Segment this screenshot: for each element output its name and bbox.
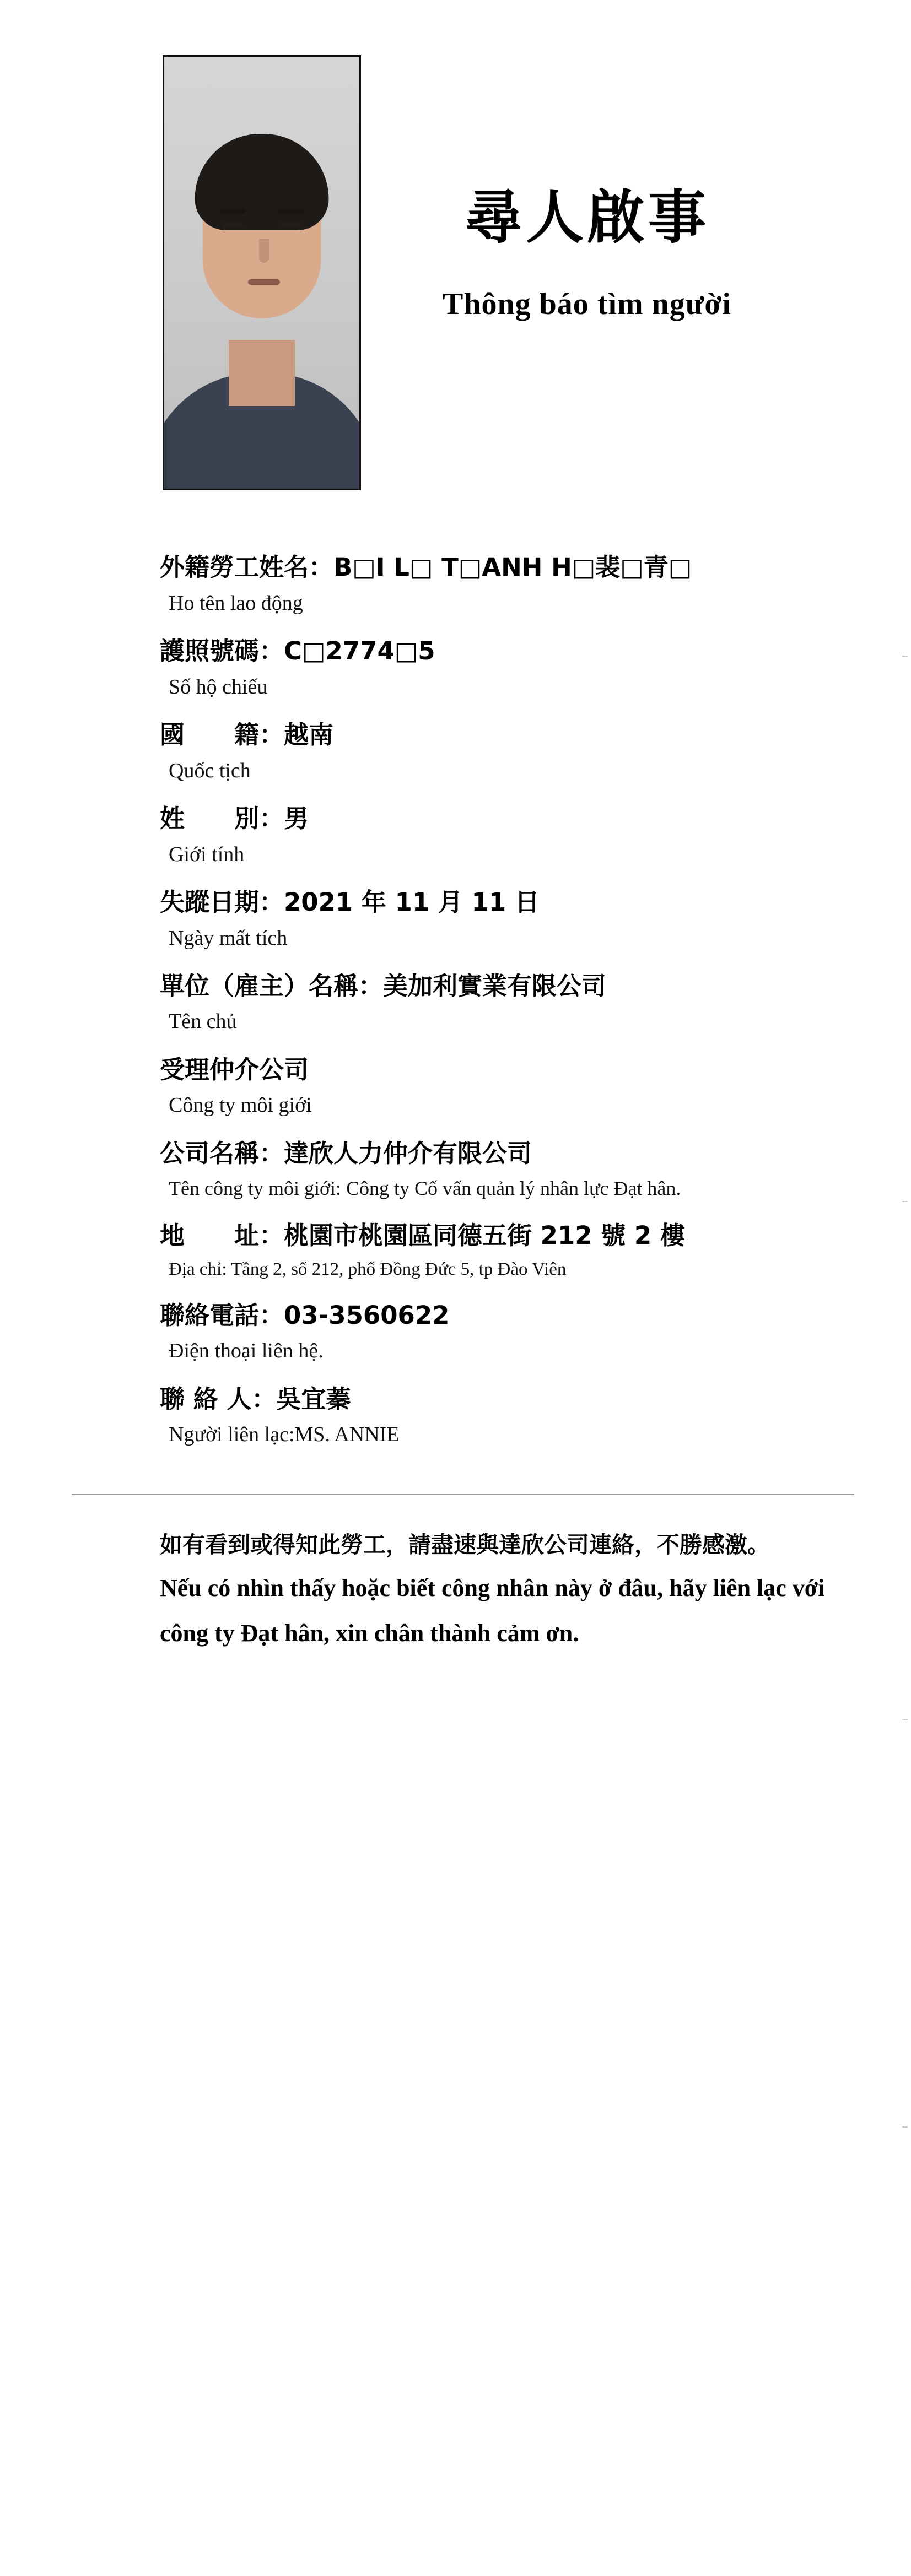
- photo-eyebrow-right: [278, 209, 304, 214]
- photo-eye-right: [280, 222, 302, 228]
- field-agency-heading: [160, 1053, 850, 1121]
- notice-header: [163, 55, 850, 490]
- missing-person-photo: [163, 55, 361, 490]
- field-name-vietnamese: Ho tên lao động: [169, 591, 303, 615]
- field-agency-name-chinese: 公司名稱：達欣人力仲介有限公司: [160, 1138, 532, 1168]
- field-address-vietnamese: Địa chỉ: Tầng 2, số 212, phố Đồng Đức 5, tp Đào Viên: [169, 1259, 567, 1280]
- field-agency-heading-chinese: 受理仲介公司: [160, 1054, 309, 1084]
- page-title-vietnamese: Thông báo tìm người: [443, 286, 731, 321]
- photo-eye-left: [222, 222, 244, 228]
- field-missing-date-chinese: 失蹤日期：2021 年 11 月 11 日: [160, 887, 540, 917]
- footer-note-vietnamese-line2: công ty Đạt hân, xin chân thành cảm ơn.: [160, 1620, 579, 1647]
- field-phone: [160, 1299, 850, 1366]
- field-gender: [160, 802, 850, 869]
- field-employer-vietnamese: Tên chủ: [169, 1010, 237, 1033]
- field-address: [160, 1219, 850, 1282]
- field-list: [160, 551, 850, 1450]
- field-missing-date: [160, 886, 850, 953]
- scan-edge-mark: [902, 656, 908, 657]
- field-employer: [160, 970, 850, 1037]
- field-passport: [160, 635, 850, 702]
- field-phone-vietnamese: Điện thoại liên hệ.: [169, 1339, 324, 1363]
- page-title-chinese: 尋人啟事: [464, 184, 709, 251]
- photo-neck: [229, 340, 295, 406]
- photo-eyebrow-left: [219, 209, 246, 214]
- field-gender-chinese: 姓 別：男: [160, 803, 309, 833]
- field-gender-vietnamese: Giới tính: [169, 842, 245, 866]
- scan-edge-mark: [902, 2126, 908, 2128]
- field-name: [160, 551, 850, 618]
- field-nationality: [160, 718, 850, 786]
- photo-mouth: [248, 279, 280, 285]
- field-contact-person: [160, 1383, 850, 1450]
- field-nationality-vietnamese: Quốc tịch: [169, 759, 251, 782]
- field-employer-chinese: 單位（雇主）名稱：美加利實業有限公司: [160, 971, 607, 1000]
- footer-note-vietnamese-line1: Nếu có nhìn thấy hoặc biết công nhân này ở đâu, hãy liên lạc với: [160, 1574, 825, 1602]
- section-divider: [72, 1494, 854, 1495]
- field-agency-name: [160, 1137, 850, 1203]
- photo-nose: [259, 239, 269, 263]
- field-contact-person-vietnamese: Người liên lạc:MS. ANNIE: [169, 1423, 400, 1447]
- field-agency-heading-vietnamese: Công ty môi giới: [169, 1094, 312, 1117]
- scan-edge-mark: [902, 1201, 908, 1202]
- field-contact-person-chinese: 聯 絡 人：吳宜蓁: [160, 1384, 351, 1414]
- field-missing-date-vietnamese: Ngày mất tích: [169, 926, 288, 950]
- notice-footer: [160, 1528, 850, 1653]
- field-phone-chinese: 聯絡電話：03-3560622: [160, 1300, 450, 1330]
- field-passport-vietnamese: Số hộ chiếu: [169, 675, 268, 699]
- footer-note-chinese: 如有看到或得知此勞工，請盡速與達欣公司連絡，不勝感激。: [160, 1531, 770, 1558]
- field-passport-chinese: 護照號碼：C□2774□5: [160, 636, 435, 665]
- field-nationality-chinese: 國 籍：越南: [160, 719, 334, 749]
- field-address-chinese: 地 址：桃園市桃園區同德五街 212 號 2 樓: [160, 1220, 685, 1250]
- scan-edge-mark: [902, 1719, 908, 1720]
- field-name-chinese: 外籍勞工姓名：B□I L□ T□ANH H□裴□青□: [160, 553, 692, 582]
- field-agency-name-vietnamese: Tên công ty môi giới: Công ty Cố vấn quản lý nhân lực Đạt hân.: [169, 1177, 681, 1200]
- title-block: [411, 55, 763, 322]
